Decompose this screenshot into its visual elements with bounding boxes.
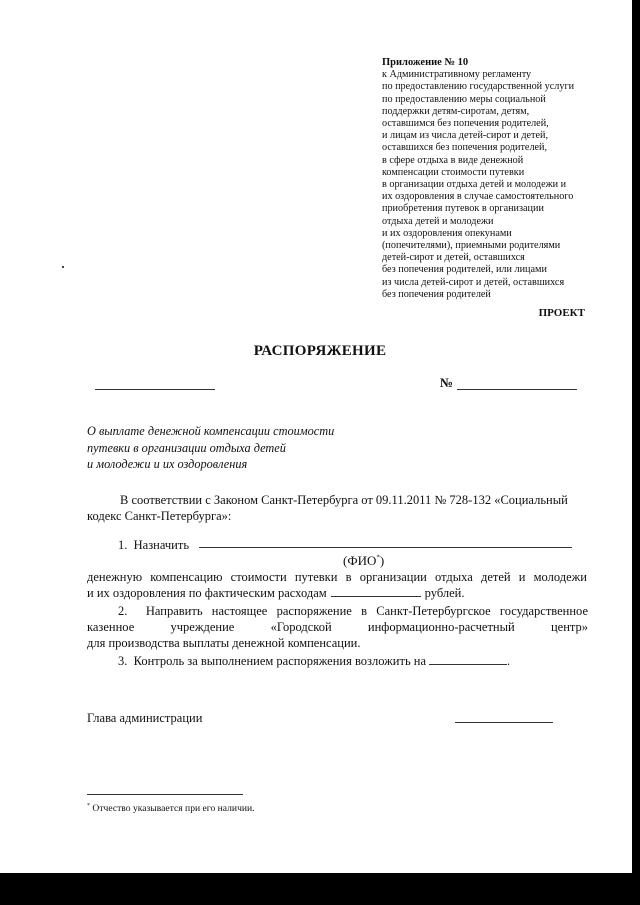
- appendix-line: по предоставлению государственной услуги: [382, 81, 575, 93]
- compensation-line-1: денежную компенсацию стоимости путевки в организации отдыха детей и молодежи: [87, 570, 587, 584]
- fio-caption: [343, 553, 384, 569]
- appendix-lines: [382, 69, 612, 301]
- subject-line: путевки в организации отдыха детей: [87, 440, 286, 455]
- amount-blank: [331, 586, 421, 597]
- number-blank: [457, 389, 577, 390]
- signature-blank: [455, 722, 553, 723]
- appendix-line: из числа детей-сирот и детей, оставшихся: [382, 276, 565, 288]
- scan-speck: [62, 266, 64, 268]
- appendix-line: и их оздоровления опекунами: [382, 227, 512, 239]
- recipient-name-blank: [199, 547, 572, 548]
- compensation-text: и их оздоровления по фактическим расходам: [87, 586, 327, 600]
- document-subject: [87, 423, 387, 473]
- appendix-line: компенсации стоимости путевки: [382, 166, 525, 178]
- item-1-prefix: 1. Назначить: [118, 538, 190, 552]
- appendix-block: [382, 57, 612, 301]
- appendix-line: без попечения родителей: [382, 288, 491, 300]
- responsible-blank: [429, 654, 507, 665]
- footnote-marker: *: [376, 553, 380, 562]
- appendix-title: Приложение № 10: [382, 57, 469, 68]
- subject-line: и молодежи и их оздоровления: [87, 457, 248, 471]
- subject-line: О выплате денежной компенсации стоимости: [87, 424, 335, 438]
- appendix-line: (попечителями), приемными родителями: [382, 240, 561, 252]
- date-blank: [95, 389, 215, 390]
- appendix-line: оставшихся без попечения родителей,: [382, 142, 548, 154]
- fio-label: (ФИО: [343, 553, 377, 568]
- scan-right-edge: [632, 0, 640, 905]
- item-2-line-3: для производства выплаты денежной компенсации.: [87, 636, 361, 650]
- item-3-end: .: [507, 654, 511, 668]
- project-label: ПРОЕКТ: [538, 307, 585, 319]
- compensation-line-2: [87, 585, 464, 601]
- appendix-line: поддержки детям-сиротам, детям,: [382, 105, 530, 117]
- document-heading: РАСПОРЯЖЕНИЕ: [253, 343, 387, 359]
- appendix-line: детей-сирот и детей, оставшихся: [382, 252, 525, 264]
- appendix-line: без попечения родителей, или лицами: [382, 264, 547, 276]
- footnote-marker: *: [87, 803, 90, 809]
- item-2-line-2: казенное учреждение «Городской информационно-расчетный центр»: [87, 620, 588, 634]
- item-3-text: 3. Контроль за выполнением распоряжения возложить на: [118, 654, 427, 668]
- footnote-text: Отчество указывается при его наличии.: [90, 803, 255, 815]
- appendix-line: по предоставлению меры социальной: [382, 93, 546, 105]
- appendix-line: отдыха детей и молодежи: [382, 215, 494, 227]
- appendix-line: в сфере отдыха в виде денежной: [382, 154, 524, 166]
- item-2-line-1: 2. Направить настоящее распоряжение в Санкт-Петербургское государственное: [118, 604, 588, 618]
- fio-close: ): [379, 553, 385, 568]
- appendix-line: и лицам из числа детей-сирот и детей,: [382, 130, 548, 142]
- currency-text: рублей.: [424, 586, 465, 600]
- footnote: [87, 803, 255, 814]
- appendix-line: оставшимся без попечения родителей,: [382, 118, 549, 130]
- number-label: №: [440, 375, 454, 390]
- appendix-line: приобретения путевок в организации: [382, 203, 544, 215]
- item-3: [118, 653, 510, 669]
- signatory-title: Глава администрации: [87, 711, 203, 725]
- appendix-line: их оздоровления в случае самостоятельного: [382, 191, 574, 203]
- appendix-line: к Административному регламенту: [382, 69, 532, 81]
- intro-line-2: кодекс Санкт-Петербурга»:: [87, 509, 232, 523]
- intro-line-1: В соответствии с Законом Санкт-Петербурга от 09.11.2011 № 728-132 «Социальный: [120, 493, 568, 507]
- footnote-rule: [87, 794, 243, 795]
- scan-bottom-edge: [0, 873, 640, 905]
- appendix-line: в организации отдыха детей и молодежи и: [382, 179, 567, 191]
